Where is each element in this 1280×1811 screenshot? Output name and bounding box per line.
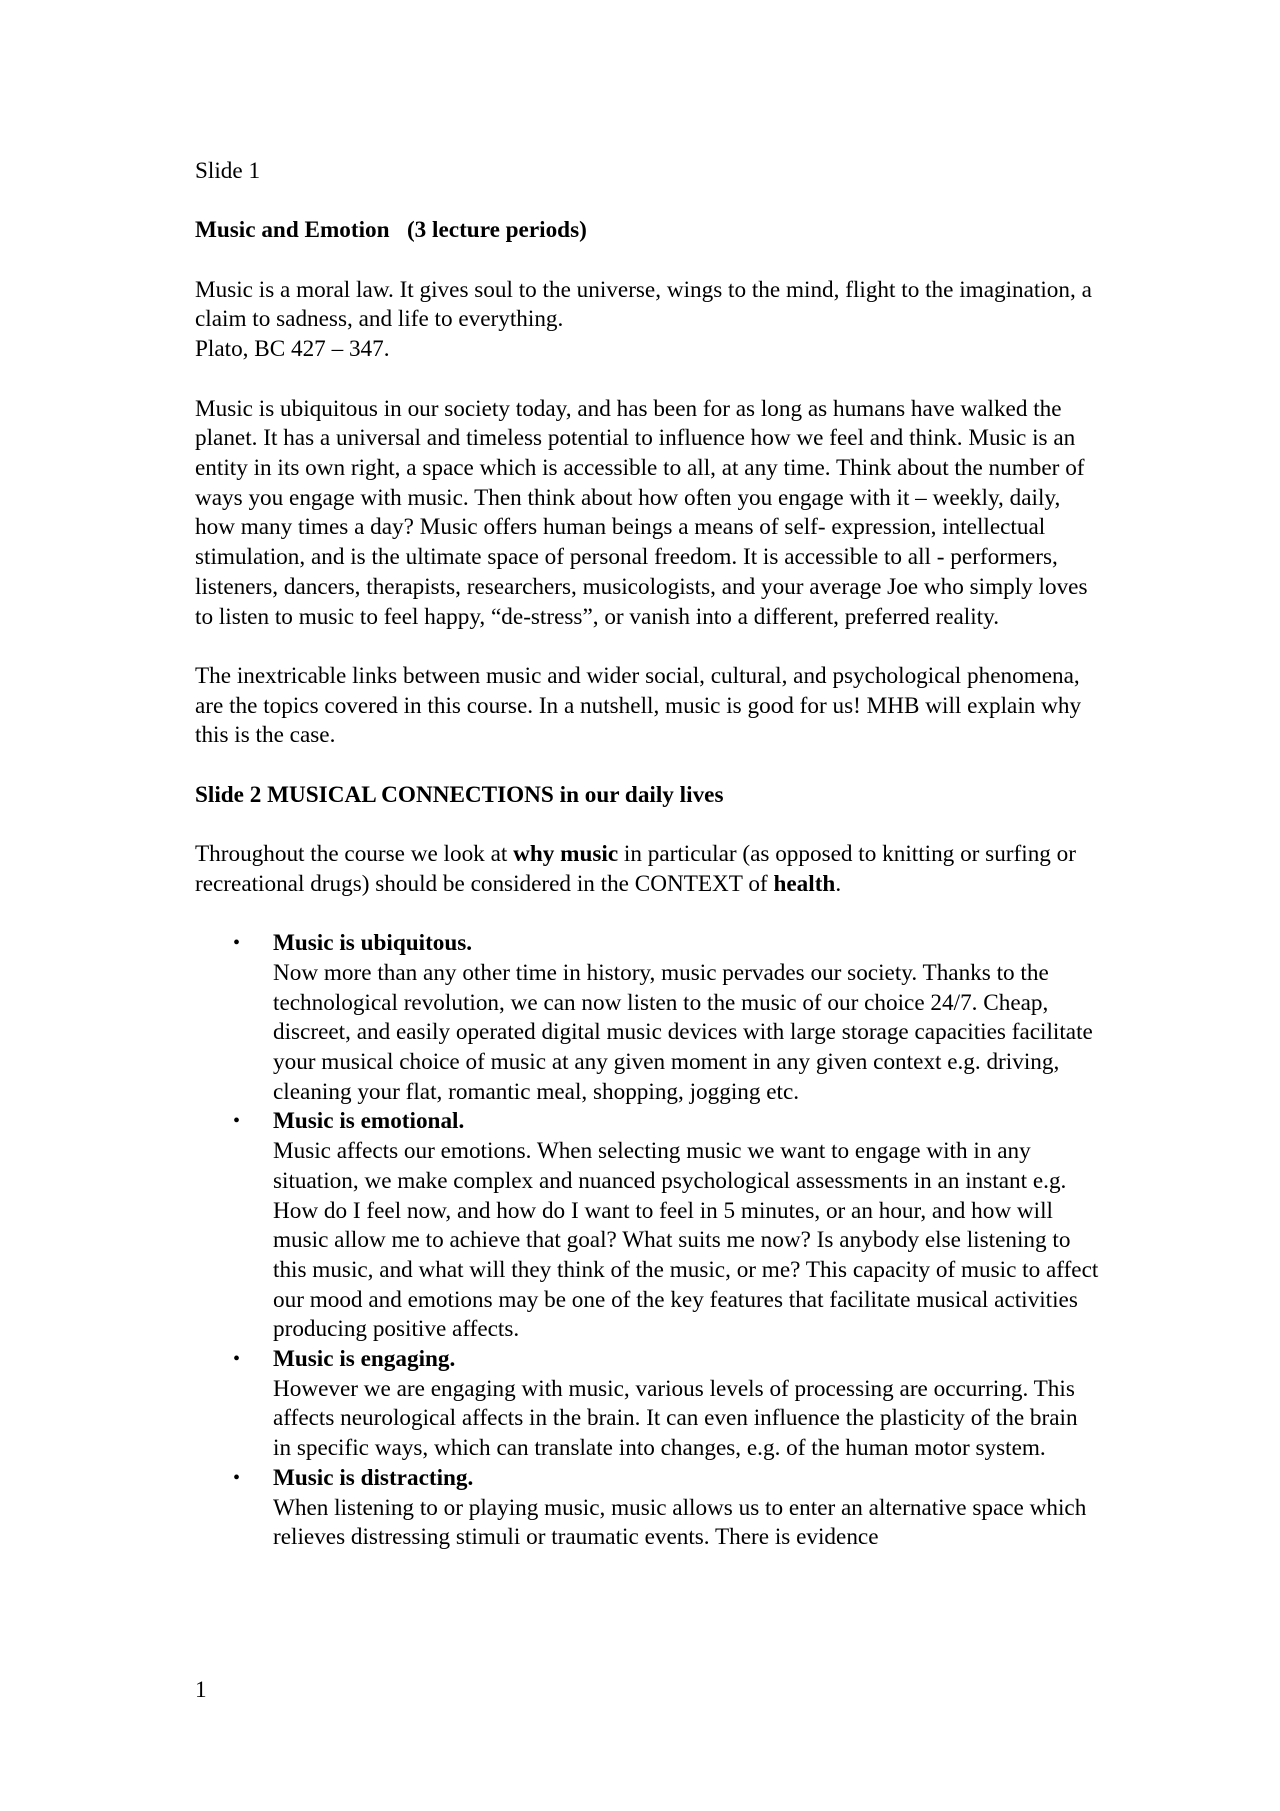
slide-1-label: Slide 1 xyxy=(195,158,261,184)
quote-text: Music is a moral law. It gives soul to the universe, wings to the mind, flight to the imagination, a claim to sadness, and life to everything. xyxy=(195,276,1092,333)
list-item xyxy=(195,1464,1100,1553)
list-item-title: Music is engaging. xyxy=(273,1346,456,1373)
intro-paragraph: Music is ubiquitous in our society today, and has been for as long as humans have walked the planet. It has a universal and timeless potential to influence how we feel and think. Music is an entity in its own right, a space which is accessible to all, at any time. Think about the number of ways you engage with music. Then think about how often you engage with it – weekly, daily, how many times a day? Music offers human beings a means of self- expression, intellectual stimulation, and is the ultimate space of personal freedom. It is accessible to all - performers, listeners, dancers, therapists, researchers, musicologists, and your average Joe who simply loves to listen to music to feel happy, “de-stress”, or vanish into a different, preferred reality. xyxy=(195,395,1088,630)
list-item-title: Music is emotional. xyxy=(273,1108,465,1135)
document-body xyxy=(195,157,1100,1553)
list-item-title: Music is ubiquitous. xyxy=(273,930,473,957)
list-item xyxy=(195,1345,1100,1464)
slide-2-heading xyxy=(195,781,1100,811)
bullet-list xyxy=(195,929,1100,1553)
quote-block xyxy=(195,276,1100,365)
heading-note: (3 lecture periods) xyxy=(406,217,587,244)
list-item-body: When listening to or playing music, music allows us to enter an alternative space which relieves distressing stimuli or traumatic events. There is evidence xyxy=(273,1494,1087,1551)
bullet-icon: • xyxy=(233,1348,241,1371)
list-item-title: Music is distracting. xyxy=(273,1464,474,1491)
intro-bold-why-music: why music xyxy=(513,841,619,868)
list-item-body: However we are engaging with music, various levels of processing are occurring. This affects neurological affects in the brain. It can even influence the plasticity of the brain in specific ways, which can translate into changes, e.g. of the human motor system. xyxy=(273,1375,1078,1462)
page-number: 1 xyxy=(195,1677,207,1703)
slide-2-heading-text: Slide 2 MUSICAL CONNECTIONS in our daily lives xyxy=(195,781,724,808)
bullet-icon: • xyxy=(233,932,241,955)
heading-title: Music and Emotion xyxy=(195,217,390,244)
quote-attribution: Plato, BC 427 – 347. xyxy=(195,336,390,363)
intro-text-3: . xyxy=(835,870,842,897)
list-item xyxy=(195,929,1100,1107)
section-heading xyxy=(195,216,1100,246)
course-summary-paragraph: The inextricable links between music and wider social, cultural, and psychological phenomena, are the topics covered in this course. In a nutshell, music is good for us! MHB will explain why this is the case. xyxy=(195,662,1082,749)
intro-text-1: Throughout the course we look at xyxy=(195,841,514,868)
list-item-body: Music affects our emotions. When selecting music we want to engage with in any situation, we make complex and nuanced psychological assessments in an instant e.g. How do I feel now, and how do I want to feel in 5 minutes, or an hour, and how will music allow me to achieve that goal? What suits me now? Is anybody else listening to this music, and what will they think of the music, or me? This capacity of music to affect our mood and emotions may be one of the key features that facilitate musical activities producing positive affects. xyxy=(273,1138,1099,1343)
intro-text-2: in particular (as opposed to knitting or surfing or recreational drugs) should be considered in the CONTEXT of xyxy=(195,841,1076,897)
intro-bold-health: health xyxy=(773,870,836,897)
bullet-icon: • xyxy=(233,1110,241,1133)
list-item-body: Now more than any other time in history, music pervades our society. Thanks to the technological revolution, we can now listen to the music of our choice 24/7. Cheap, discreet, and easily operated digital music devices with large storage capacities facilitate your musical choice of music at any given moment in any given context e.g. driving, cleaning your flat, romantic meal, shopping, jogging etc. xyxy=(273,959,1093,1105)
bullet-icon: • xyxy=(233,1466,241,1489)
list-item xyxy=(195,1107,1100,1345)
slide-2-intro xyxy=(195,840,1100,899)
